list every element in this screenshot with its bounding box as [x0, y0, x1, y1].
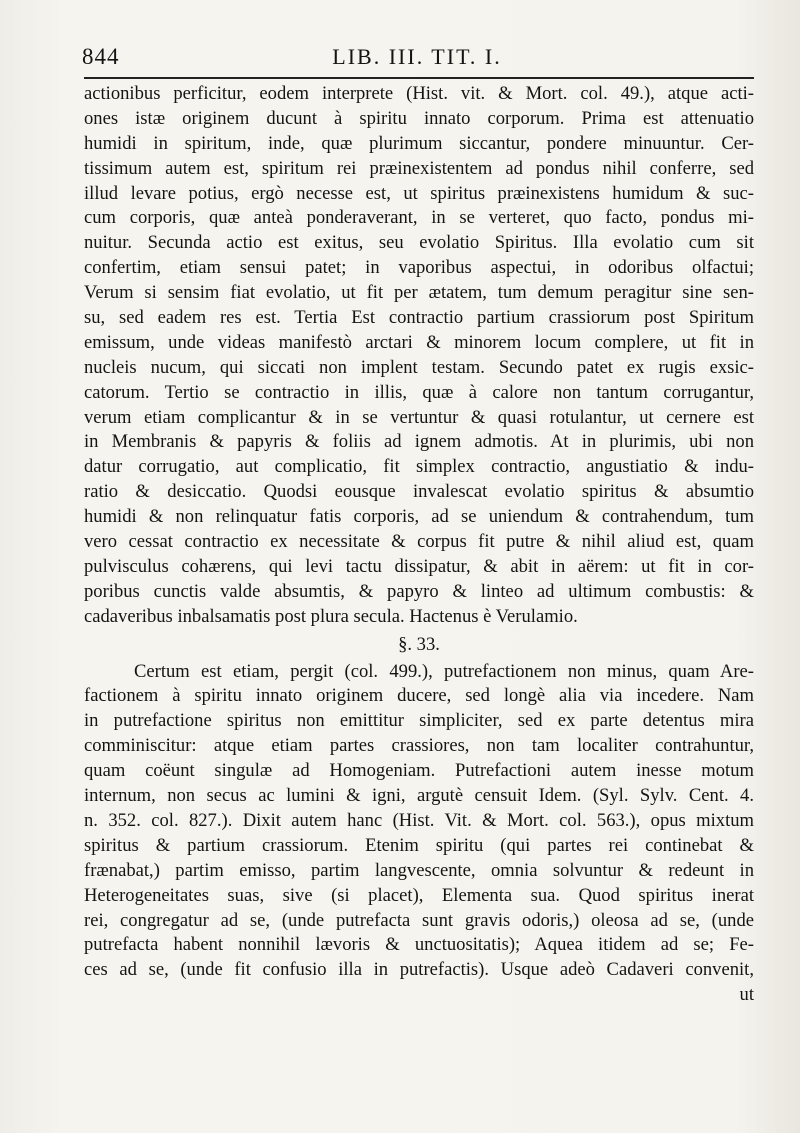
- text-line: frænabat,) partim emisso, partim langvescente, omnia solvuntur & redeunt in: [84, 859, 754, 881]
- text-line: in putrefactione spiritus non emittitur simpliciter, sed ex parte detentus mira: [84, 710, 754, 732]
- page-number: 844: [82, 44, 120, 69]
- text-line: spiritus & partium crassiorum. Etenim spiritu (qui partes rei continebat &: [84, 834, 754, 856]
- text-line: internum, non secus ac lumini & igni, argutè censuit Idem. (Syl. Sylv. Cent. 4.: [84, 785, 754, 807]
- header-rule: [84, 77, 754, 79]
- text-line: ones istæ originem ducunt à spiritu innato corporum. Prima est attenuatio: [84, 107, 754, 129]
- text-line: nuitur. Secunda actio est exitus, seu evolatio Spiritus. Illa evolatio cum sit: [84, 232, 754, 254]
- text-line: in Membranis & papyris & foliis ad ignem admotis. At in plurimis, ubi non: [84, 431, 754, 453]
- page-header: [82, 44, 752, 76]
- text-line: su, sed eadem res est. Tertia Est contractio partium crassiorum post Spiritum: [84, 307, 754, 329]
- text-line: n. 352. col. 827.). Dixit autem hanc (Hist. Vit. & Mort. col. 563.), opus mixtum: [84, 809, 754, 831]
- text-line: emissum, unde videas manifestò arctari & minorem locum complere, ut fit in: [84, 331, 754, 353]
- text-line: quam coëunt singulæ ad Homogeniam. Putrefactioni autem inesse motum: [84, 760, 754, 782]
- text-line: poribus cunctis valde absumtis, & papyro & linteo ad ultimum combustis: &: [84, 580, 754, 602]
- text-line: Certum est etiam, pergit (col. 499.), putrefactionem non minus, quam Are-: [134, 660, 754, 682]
- text-line: verum etiam complicantur & in se vertuntur & quasi rotulantur, ut cernere est: [84, 406, 754, 428]
- text-line: rei, congregatur ad se, (unde putrefacta sunt gravis odoris,) oleosa ad se, (unde: [84, 909, 754, 931]
- text-line: illud levare potius, ergò necesse est, ut spiritus præinexistens humidum & suc-: [84, 182, 754, 204]
- text-line: ces ad se, (unde fit confusio illa in putrefactis). Usque adeò Cadaveri convenit,: [84, 959, 754, 981]
- section-mark: §. 33.: [398, 633, 440, 655]
- text-line: factionem à spiritu innato originem ducere, sed longè alia via incedere. Nam: [84, 685, 754, 707]
- text-line: tissimum autem est, spiritum rei præinexistentem ad pondus nihil conferre, sed: [84, 157, 754, 179]
- paragraph-2: [84, 660, 754, 1008]
- text-line: cum corporis, quæ anteà ponderaverant, in se verteret, quo facto, pondus mi-: [84, 207, 754, 229]
- paragraph-1: [84, 82, 754, 630]
- text-line: humidi & non relinquatur fatis corporis, ad se uniendum & contrahendum, tum: [84, 506, 754, 528]
- text-line: datur corrugatio, aut complicatio, fit simplex contractio, angustiatio & indu-: [84, 456, 754, 478]
- text-line: pulvisculus cohærens, qui levi tactu dissipatur, & abit in aërem: ut fit in cor-: [84, 555, 754, 577]
- text-line: putrefacta habent nonnihil lævoris & unctuositatis); Aquea itidem ad se; Fe-: [84, 934, 754, 956]
- text-line: comminiscitur: atque etiam partes crassiores, non tam localiter contrahuntur,: [84, 735, 754, 757]
- body-text: [84, 82, 754, 1008]
- text-line: vero cessat contractio ex necessitate & corpus fit putre & nihil aliud est, quam: [84, 531, 754, 553]
- text-line: actionibus perficitur, eodem interprete (Hist. vit. & Mort. col. 49.), atque acti-: [84, 83, 754, 104]
- text-line: humidi in spiritum, inde, quæ plurimum siccantur, pondere minuuntur. Cer-: [84, 132, 754, 154]
- text-line: catorum. Tertio se contractio in illis, quæ à calore non tantum corrugantur,: [84, 381, 754, 403]
- text-line: Verum si sensim fiat evolatio, ut fit per ætatem, tum demum peragitur sine sen-: [84, 282, 754, 304]
- text-line: nucleis nucum, qui siccati non implent testam. Secundo patet ex rugis exsic-: [84, 356, 754, 378]
- text-line: cadaveribus inbalsamatis post plura secula. Hactenus è Verulamio.: [84, 605, 578, 627]
- text-line: Heterogeneitates suas, sive (si placet), Elementa sua. Quod spiritus inerat: [84, 884, 754, 906]
- text-line: confertim, etiam sensui patet; in vaporibus aspectui, in odoribus olfactui;: [84, 257, 754, 279]
- running-head: LIB. III. TIT. I.: [332, 44, 502, 69]
- text-line: ratio & desiccatio. Quodsi eousque invalescat evolatio spiritus & absumtio: [84, 481, 754, 503]
- catchword: ut: [739, 984, 754, 1006]
